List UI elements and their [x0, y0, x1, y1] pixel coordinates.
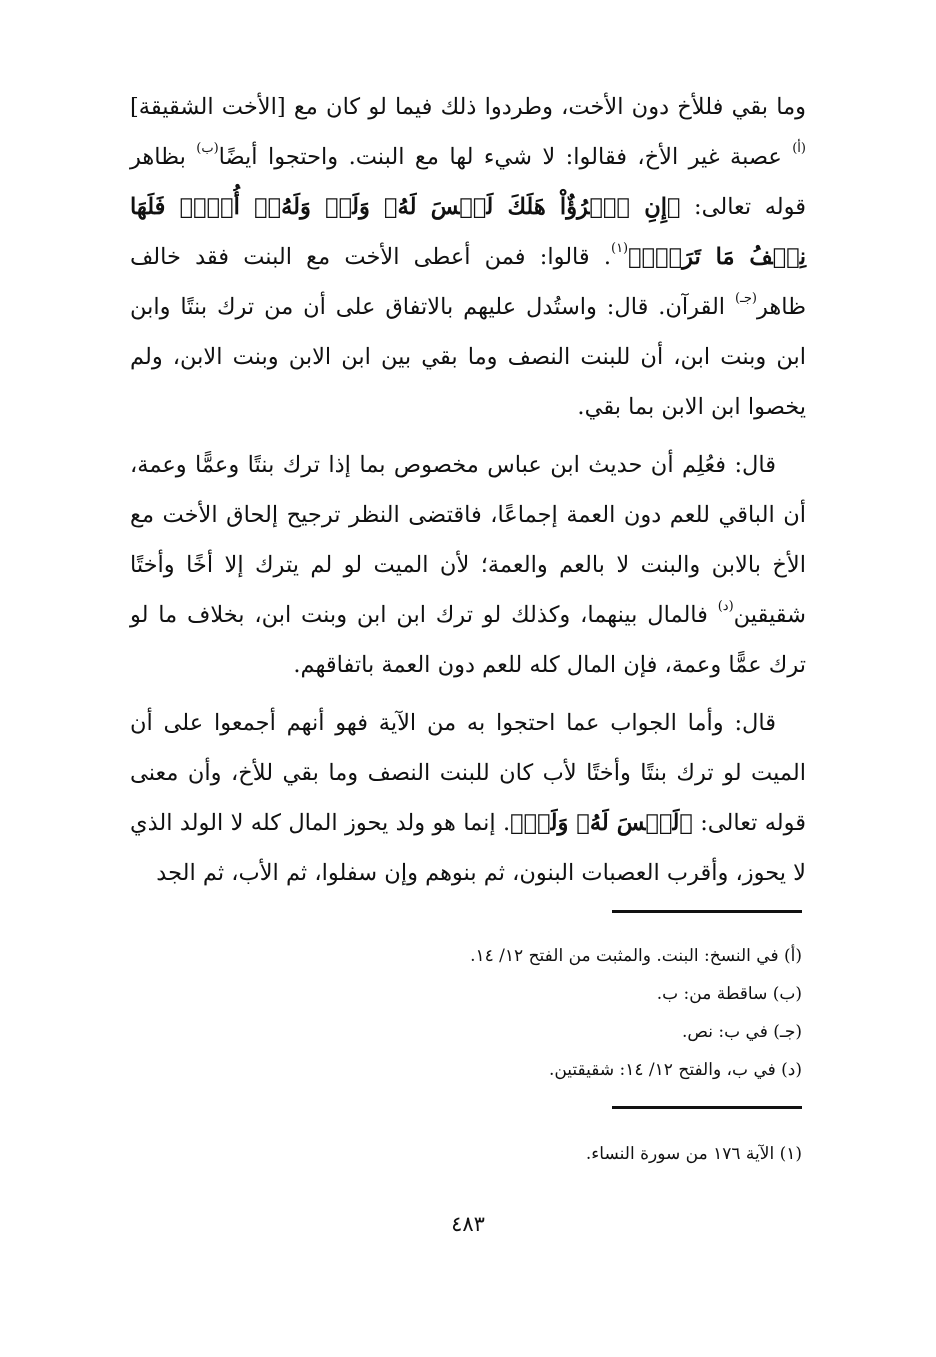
main-text — [130, 82, 806, 898]
text-span: . إنما هو ولد يحوز المال كله لا الولد الذي لا يحوز، وأقرب العصبات البنون، ثم بنوهم وإن سفلوا، ثم الأب، ثم الجد — [130, 810, 806, 886]
text-span: فالمال بينهما، وكذلك لو ترك ابن ابن وبنت ابن، بخلاف ما لو ترك عمًّا وعمة، فإن المال كله للعم دون العمة باتفاقهم. — [130, 602, 806, 678]
variant-note: (أ) في النسخ: البنت. والمثبت من الفتح ١٢/ ١٤. — [470, 946, 802, 966]
source-note: (١) الآية ١٧٦ من سورة النساء. — [585, 1144, 802, 1164]
variant-note: (جـ) في ب: نص. — [682, 1022, 802, 1042]
paragraph-2 — [130, 440, 806, 690]
text-span: قال: فعُلِم أن حديث ابن عباس مخصوص بما إذا ترك بنتًا وعمًّا وعمة، أن الباقي للعم دون العمة إجماعًا، فاقتضى النظر ترجيح إلحاق الأخت مع الأخ بالابن والبنت لا بالعم والعمة؛ لأن الميت لو لم يترك إلا أخًا وأختًا شقيقين — [130, 452, 806, 628]
footnote-divider — [612, 910, 802, 913]
text-span: قال: وأما الجواب عما احتجوا به من الآية فهو أنهم أجمعوا على أن الميت لو ترك بنتًا وأختًا لأب كان للبنت النصف وما بقي للأخ، وأن معنى قوله تعالى: — [130, 710, 806, 836]
footnote-divider — [612, 1106, 802, 1109]
variant-note: (ب) ساقطة من: ب. — [656, 984, 802, 1004]
text-span: القرآن. قال: واستُدل عليهم بالاتفاق على أن من ترك بنتًا وابن ابن وبنت ابن، أن للبنت النصف وما بقي بين ابن الابن وبنت الابن، ولم يخصوا ابن الابن بما بقي. — [130, 294, 806, 420]
text-span: بظاهر قوله تعالى: — [130, 144, 806, 220]
variant-marker: (جـ) — [734, 291, 757, 306]
variant-note: (د) في ب، والفتح ١٢/ ١٤: شقيقتين. — [548, 1060, 802, 1080]
paragraph-3 — [130, 698, 806, 898]
paragraph-1 — [130, 82, 806, 432]
quran-verse: ﴿إِنِ ٱمۡرُؤٌاْ هَلَكَ لَيۡسَ لَهُۥ وَلَدٞ وَلَهُۥٓ أُخۡتٞ فَلَهَا نِصۡفُ مَا تَرَكَۚ﴾ — [130, 194, 806, 270]
source-notes — [142, 1135, 802, 1173]
variant-marker: (د) — [717, 599, 734, 614]
quran-verse: ﴿لَيۡسَ لَهُۥ وَلَدٞ﴾ — [510, 810, 693, 836]
variant-marker: (أ) — [792, 141, 806, 156]
page-number: ٤٨٣ — [451, 1212, 485, 1236]
variant-notes — [142, 937, 802, 1089]
text-span: . قالوا: فمن أعطى الأخت مع البنت فقد خالف ظاهر — [130, 244, 806, 320]
footnote-marker: (١) — [610, 241, 629, 256]
variant-marker: (ب) — [196, 141, 219, 156]
text-span: عصبة غير الأخ، فقالوا: لا شيء لها مع البنت. واحتجوا أيضًا — [218, 144, 793, 170]
text-span: وما بقي فللأخ دون الأخت، وطردوا ذلك فيما لو كان مع [الأخت الشقيقة] — [130, 94, 806, 120]
